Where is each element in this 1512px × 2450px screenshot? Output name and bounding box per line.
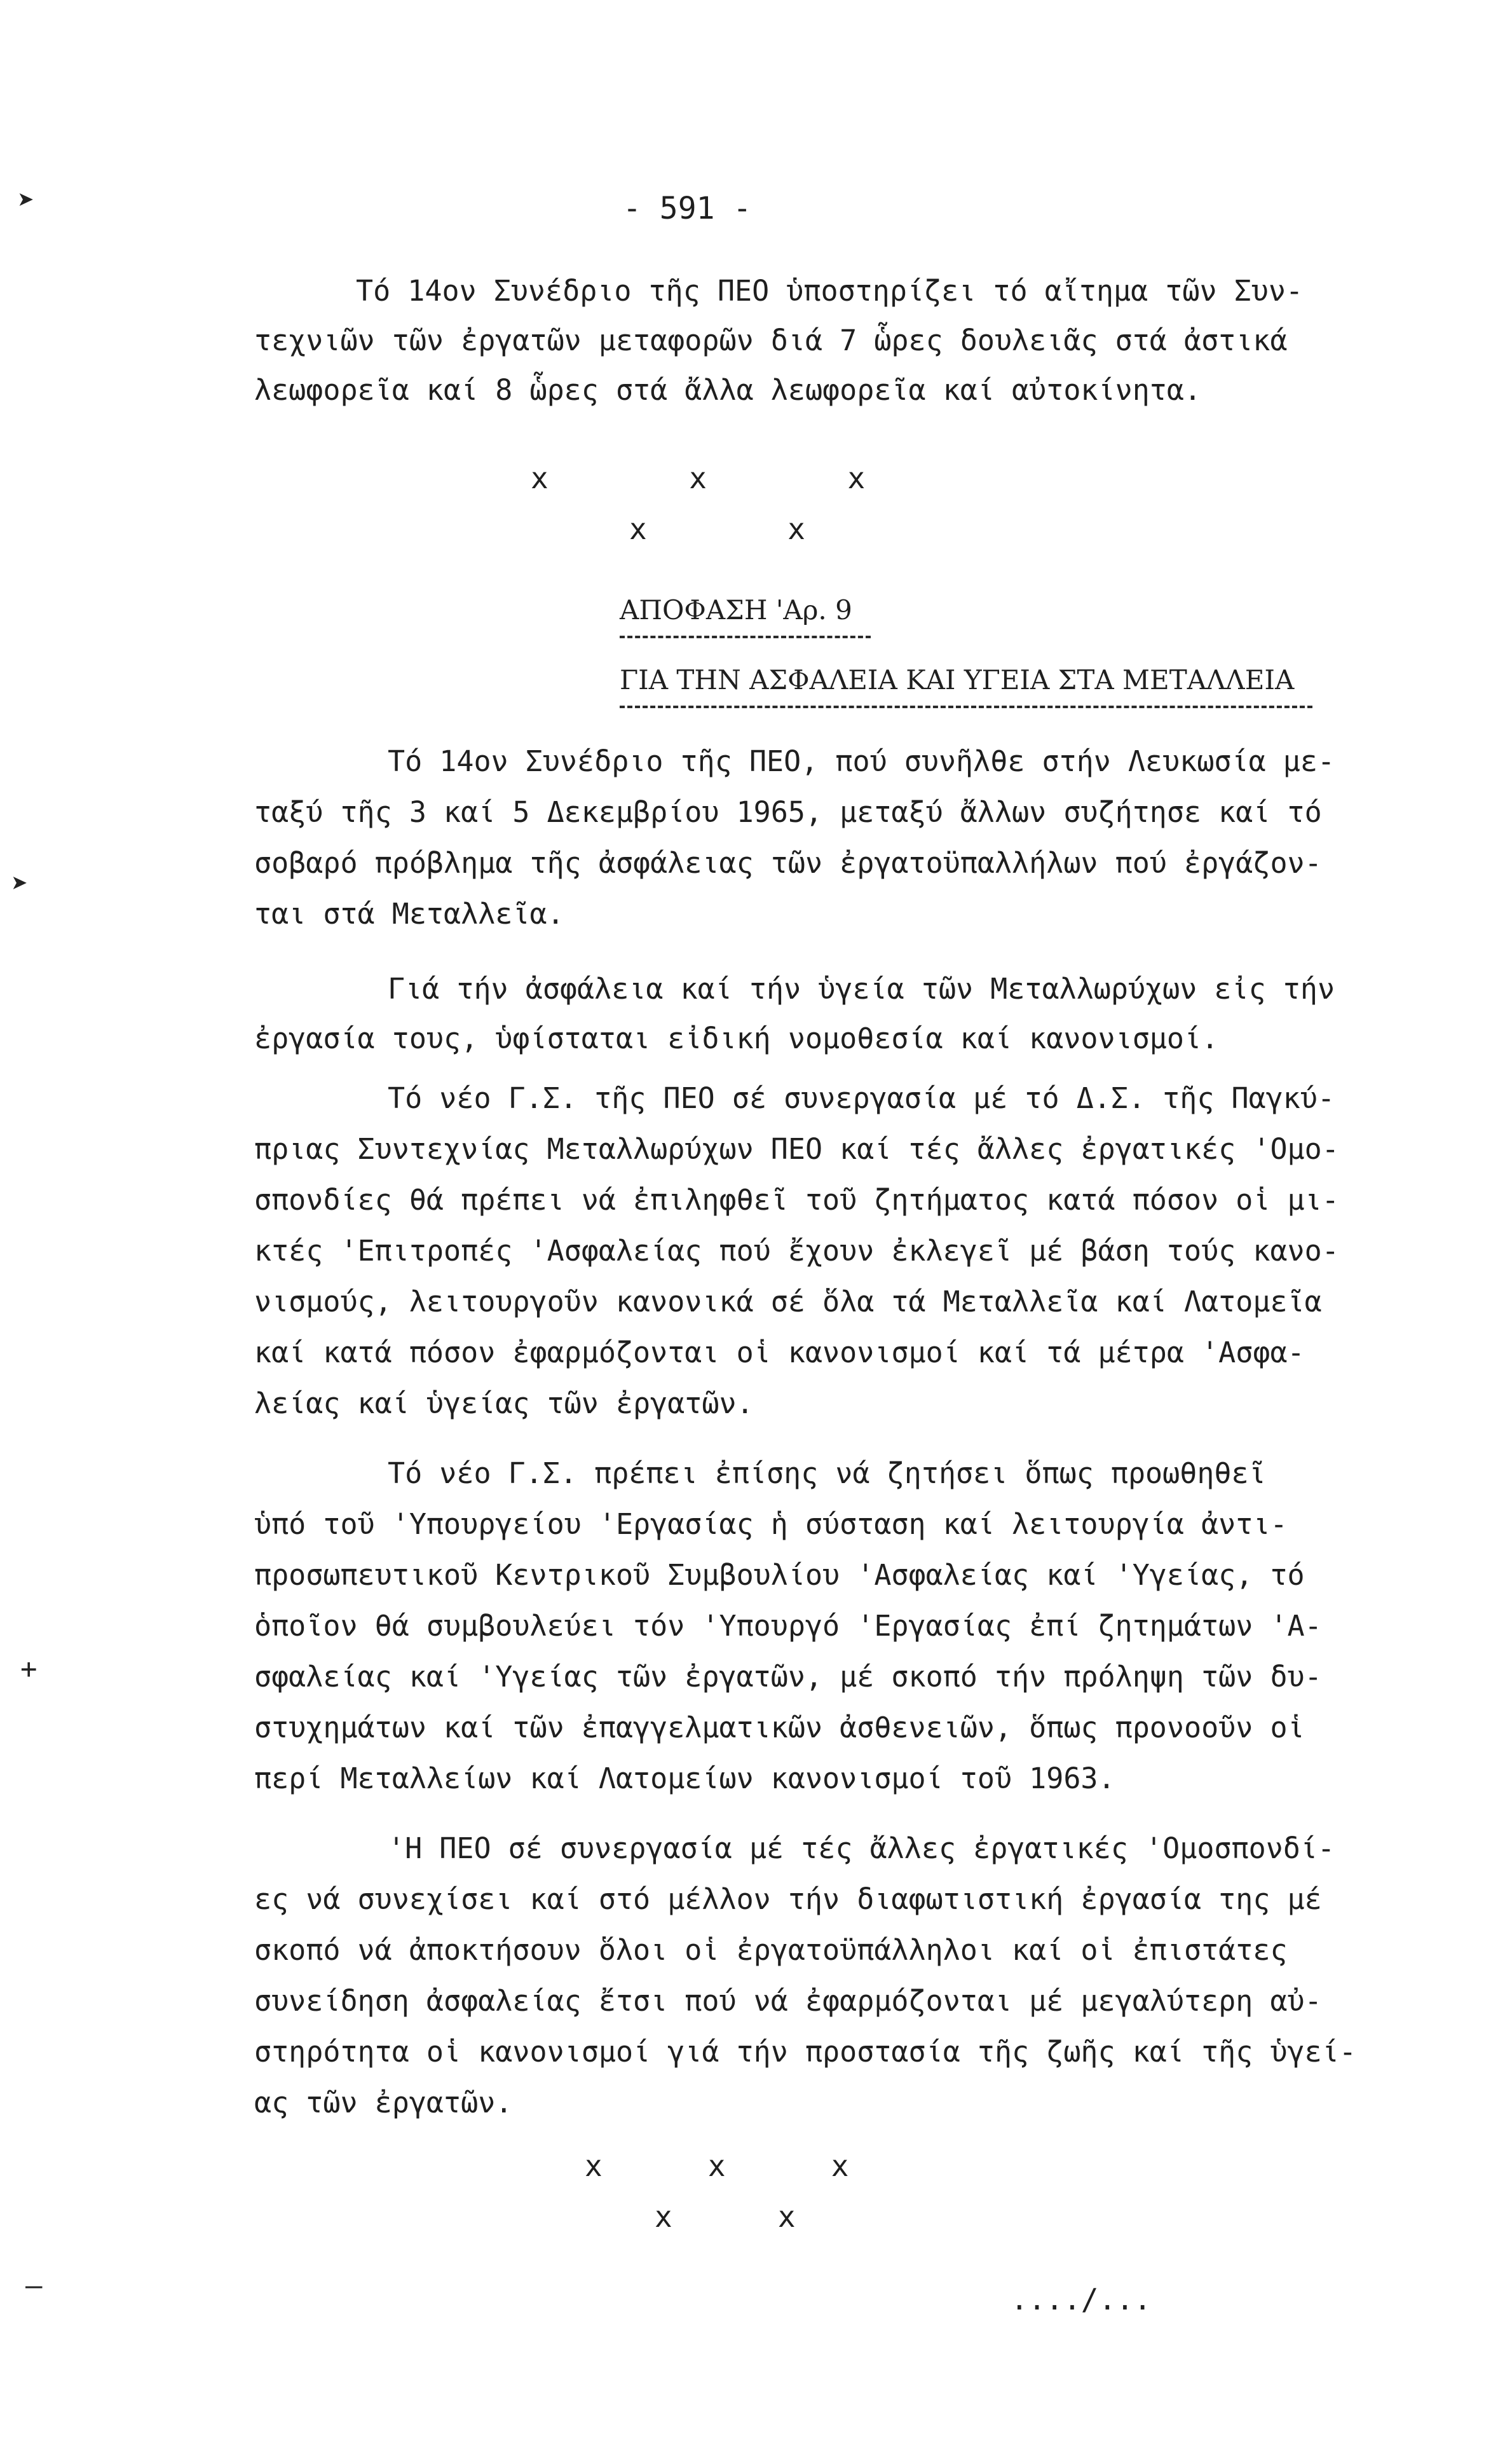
paragraph-3-line-2: ἐργασία τους, ὑφίσταται εἰδική νομοθεσία καί κανονισμοί. [254,1022,1219,1055]
paragraph-2-line-3: σοβαρό πρόβλημα τῆς ἀσφάλειας τῶν ἐργατοϋπαλλήλων πού ἐργάζον- [254,846,1322,880]
separator-marks-row-3: x x x [585,2149,849,2183]
separator-marks-row-1: x x x [531,461,866,495]
paragraph-6-line-2: ες νά συνεχίσει καί στό μέλλον τήν διαφωτιστική ἐργασία της μέ [254,1882,1322,1916]
separator-marks-row-4: x x [655,2200,796,2234]
margin-minus-mark: — [25,2269,43,2302]
paragraph-6-line-5: στηρότητα οἱ κανονισμοί γιά τήν προστασία τῆς ζωῆς καί τῆς ὑγεί- [254,2035,1356,2069]
paragraph-1-line-3: λεωφορεῖα καί 8 ὧρες στά ἄλλα λεωφορεῖα καί αὐτοκίνητα. [254,373,1202,407]
paragraph-5-line-3: προσωπευτικοῦ Κεντρικοῦ Συμβουλίου 'Ασφαλείας καί 'Υγείας, τό [254,1558,1305,1592]
paragraph-2-line-4: ται στά Μεταλλεῖα. [254,897,564,931]
paragraph-6-line-3: σκοπό νά ἀποκτήσουν ὅλοι οἱ ἐργατοϋπάλληλοι καί οἱ ἐπιστάτες [254,1933,1288,1967]
paragraph-2-line-1: Τό 14ον Συνέδριο τῆς ΠΕΟ, πού συνῆλθε στήν Λευκωσία με- [388,744,1335,778]
decision-subtitle-underline [620,706,1312,708]
paragraph-4-line-5: νισμούς, λειτουργοῦν κανονικά σέ ὅλα τά Μεταλλεῖα καί Λατομεῖα [254,1285,1322,1318]
paragraph-5-line-6: στυχημάτων καί τῶν ἐπαγγελματικῶν ἀσθενειῶν, ὅπως προνοοῦν οἱ [254,1711,1305,1744]
paragraph-1-line-2: τεχνιῶν τῶν ἐργατῶν μεταφορῶν διά 7 ὧρες δουλειᾶς στά ἀστικά [254,324,1288,357]
paragraph-4-line-7: λείας καί ὑγείας τῶν ἐργατῶν. [254,1386,754,1420]
paragraph-5-line-2: ὑπό τοῦ 'Υπουργείου 'Εργασίας ἡ σύσταση καί λειτουργία ἀντι- [254,1507,1288,1541]
decision-subtitle: ΓΙΑ ΤΗΝ ΑΣΦΑΛΕΙΑ ΚΑΙ ΥΓΕΙΑ ΣΤΑ ΜΕΤΑΛΛΕΙΑ [620,664,1295,695]
decision-title: ΑΠΟΦΑΣΗ 'Αρ. 9 [620,594,852,626]
paragraph-6-line-4: συνείδηση ἀσφαλείας ἔτσι πού νά ἐφαρμόζονται μέ μεγαλύτερη αὐ- [254,1984,1322,2018]
paragraph-5-line-5: σφαλείας καί 'Υγείας τῶν ἐργατῶν, μέ σκοπό τήν πρόληψη τῶν δυ- [254,1660,1322,1694]
paragraph-4-line-6: καί κατά πόσον ἐφαρμόζονται οἱ κανονισμοί καί τά μέτρα 'Ασφα- [254,1336,1305,1369]
page-number: - 591 - [623,191,752,226]
paragraph-5-line-4: ὁποῖον θά συμβουλεύει τόν 'Υπουργό 'Εργασίας ἐπί ζητημάτων 'Α- [254,1609,1322,1643]
paragraph-4-line-3: σπονδίες θά πρέπει νά ἐπιληφθεῖ τοῦ ζητήματος κατά πόσον οἱ μι- [254,1183,1339,1217]
paragraph-6-line-1: 'Η ΠΕΟ σέ συνεργασία μέ τές ἄλλες ἐργατικές 'Ομοσπονδί- [388,1831,1335,1865]
paragraph-3-line-1: Γιά τήν ἀσφάλεια καί τήν ὑγεία τῶν Μεταλλωρύχων εἰς τήν [388,972,1335,1006]
margin-arrow-mark: ➤ [18,184,35,217]
decision-title-underline [620,636,871,638]
paragraph-5-line-1: Τό νέο Γ.Σ. πρέπει ἐπίσης νά ζητήσει ὅπως προωθηθεῖ [388,1456,1266,1490]
paragraph-4-line-4: κτές 'Επιτροπές 'Ασφαλείας πού ἔχουν ἐκλεγεῖ μέ βάση τούς κανο- [254,1234,1339,1268]
paragraph-4-line-2: πριας Συντεχνίας Μεταλλωρύχων ΠΕΟ καί τές ἄλλες ἐργατικές 'Ομο- [254,1132,1339,1166]
margin-plus-mark: + [20,1653,37,1685]
paragraph-5-line-7: περί Μεταλλείων καί Λατομείων κανονισμοί τοῦ 1963. [254,1762,1115,1795]
paragraph-6-line-6: ας τῶν ἐργατῶν. [254,2086,513,2119]
paragraph-2-line-2: ταξύ τῆς 3 καί 5 Δεκεμβρίου 1965, μεταξύ ἄλλων συζήτησε καί τό [254,795,1322,829]
margin-arrow-mark: ➤ [11,868,29,900]
paragraph-1-line-1: Τό 14ον Συνέδριο τῆς ΠΕΟ ὑποστηρίζει τό αἴτημα τῶν Συν- [356,274,1304,308]
continuation-mark: ..../... [1011,2282,1152,2317]
paragraph-4-line-1: Τό νέο Γ.Σ. τῆς ΠΕΟ σέ συνεργασία μέ τό Δ.Σ. τῆς Παγκύ- [388,1081,1335,1115]
separator-marks-row-2: x x [629,512,805,546]
